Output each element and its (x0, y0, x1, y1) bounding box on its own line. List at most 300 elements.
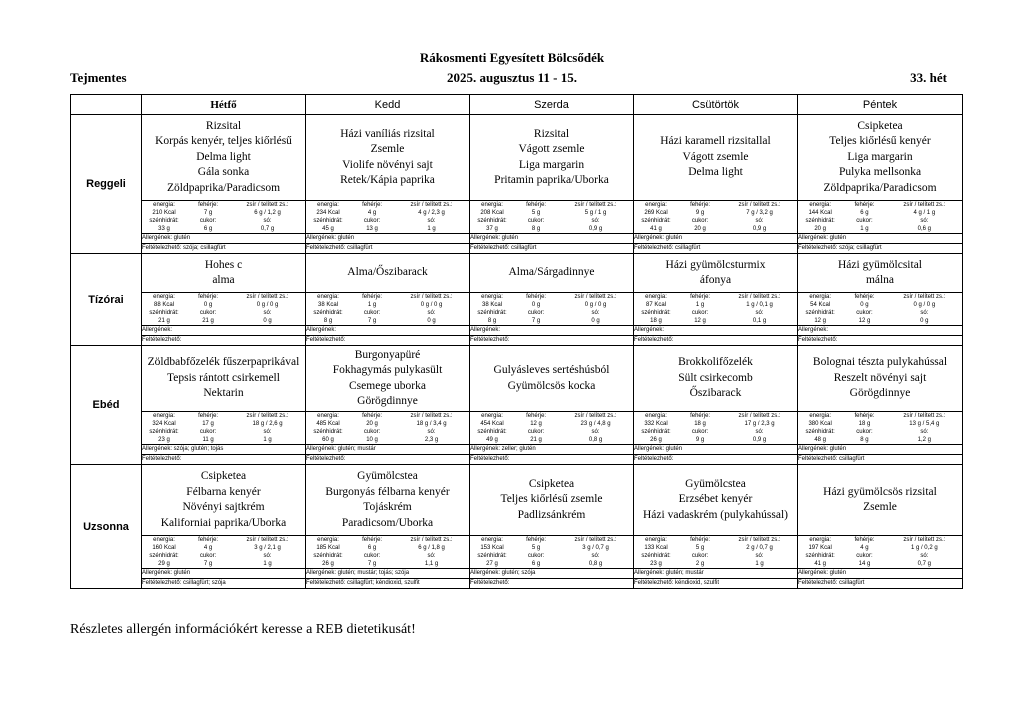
salt-value: 2,3 g (424, 437, 439, 443)
carb-value: 23 g (650, 561, 662, 567)
fat-label: zsír / telített zs.: (410, 413, 453, 419)
fat-label: zsír / telített zs.: (410, 294, 453, 300)
carb-value: 48 g (814, 437, 826, 443)
carb-label: szénhidrát: (313, 553, 343, 559)
carb-label: szénhidrát: (477, 429, 507, 435)
dish-cell (470, 254, 634, 293)
nutrition-grid (142, 536, 305, 568)
fat-value: 13 g / 5,4 g (909, 421, 940, 427)
dish-item: Brokkolifőzelék (678, 356, 753, 369)
energy-label: energia: (481, 294, 503, 300)
allergen-row (71, 445, 963, 455)
dish-item: Liga margarin (847, 150, 913, 163)
nutrition-cell (142, 293, 306, 326)
sugar-label: cukor: (856, 218, 873, 224)
dish-item: Retek/Kápia paprika (340, 174, 435, 186)
nutrition-grid (142, 412, 305, 444)
protein-value: 5 g (531, 210, 541, 216)
sugar-value: 12 g (694, 318, 706, 324)
trace-cell: Feltételezhető: csillagfürt; kéndioxid, szulfit (306, 579, 470, 589)
protein-label: fehérje: (198, 537, 219, 543)
dish-item: Házi vaníliás rizsital (340, 127, 435, 140)
nutrition-cell (306, 201, 470, 234)
sugar-label: cukor: (363, 553, 381, 559)
nutrition-cell (798, 293, 963, 326)
nutrition-cell (470, 536, 634, 569)
protein-value: 4 g (203, 545, 213, 551)
allergen-cell: Allergének: glutén; mustár (634, 569, 798, 579)
protein-label: fehérje: (690, 413, 711, 419)
meal-dish-row (71, 465, 963, 536)
fat-label: zsír / telített zs.: (246, 294, 289, 300)
salt-label: só: (263, 218, 272, 224)
nutrition-cell (798, 412, 963, 445)
nutrition-grid (798, 412, 962, 444)
salt-value: 0,1 g (752, 318, 767, 324)
salt-value: 0 g (263, 318, 272, 324)
energy-label: energia: (645, 294, 667, 300)
energy-label: energia: (317, 202, 339, 208)
energy-value: 210 Kcal (152, 210, 176, 216)
dish-item: Zsemle (370, 143, 405, 155)
trace-cell: Feltételezhető: csillagfürt (634, 244, 798, 254)
nutrition-cell (470, 412, 634, 445)
energy-label: energia: (317, 294, 339, 300)
sugar-label: cukor: (199, 429, 217, 435)
carb-value: 8 g (487, 318, 497, 324)
dish-cell (634, 254, 798, 293)
dish-item: Házi gyümölcsturmix (665, 258, 766, 271)
salt-value: 0 g (427, 318, 436, 324)
trace-cell: Feltételezhető: (306, 336, 470, 346)
energy-label: energia: (153, 202, 175, 208)
day-header-row (71, 95, 963, 115)
salt-label: só: (920, 310, 929, 316)
protein-label: fehérje: (198, 413, 219, 419)
protein-value: 6 g (860, 210, 869, 216)
energy-value: 234 Kcal (316, 210, 340, 216)
dish-item: Sült csirkecomb (678, 371, 753, 384)
nutrition-cell (306, 536, 470, 569)
carb-value: 41 g (650, 226, 662, 232)
carb-label: szénhidrát: (641, 429, 671, 435)
nutrition-cell (634, 412, 798, 445)
carb-label: szénhidrát: (149, 218, 179, 224)
fat-value: 3 g / 2,1 g (254, 545, 281, 551)
sugar-label: cukor: (527, 310, 545, 316)
sugar-label: cukor: (527, 218, 545, 224)
salt-label: só: (755, 218, 764, 224)
protein-value: 5 g (531, 545, 541, 551)
energy-value: 160 Kcal (152, 545, 176, 551)
dish-item: Erzsébet kenyér (678, 493, 753, 506)
sugar-label: cukor: (691, 310, 709, 316)
dish-item: Csipketea (528, 477, 575, 490)
nutrition-grid (142, 201, 305, 233)
sugar-label: cukor: (363, 310, 381, 316)
trace-cell: Feltételezhető: (306, 455, 470, 465)
dish-item: Vágott zsemle (518, 143, 585, 155)
dish-item: Nektarin (203, 387, 244, 400)
fat-value: 18 g / 3,4 g (416, 421, 447, 427)
carb-label: szénhidrát: (313, 218, 343, 224)
fat-label: zsír / telített zs.: (903, 202, 946, 208)
meal-name: Reggeli (71, 115, 142, 254)
dish-item: Gulyásleves sertéshúsból (493, 364, 610, 376)
document-title: Rákosmenti Egyesített Bölcsődék (419, 50, 605, 65)
salt-value: 0,6 g (917, 226, 931, 232)
trace-cell: Feltételezhető: (798, 336, 963, 346)
dish-cell (306, 346, 470, 412)
nutrition-cell (634, 293, 798, 326)
salt-label: só: (755, 553, 764, 559)
dish-item: Liga margarin (518, 158, 585, 171)
menu-table (70, 94, 963, 589)
energy-label: energia: (481, 202, 503, 208)
sugar-value: 6 g (531, 561, 541, 567)
trace-cell: Feltételezhető: (634, 455, 798, 465)
fat-value: 1 g / 0,1 g (746, 302, 773, 308)
protein-label: fehérje: (362, 294, 383, 300)
sugar-label: cukor: (199, 310, 217, 316)
sugar-value: 9 g (695, 437, 705, 443)
meal-dish-row (71, 346, 963, 412)
salt-value: 0,8 g (588, 437, 603, 443)
sugar-value: 12 g (858, 318, 871, 324)
fat-label: zsír / telített zs.: (738, 202, 781, 208)
carb-label: szénhidrát: (805, 218, 835, 224)
fat-label: zsír / telített zs.: (903, 294, 946, 300)
protein-label: fehérje: (526, 294, 547, 300)
salt-label: só: (263, 429, 272, 435)
dish-item: alma (212, 274, 235, 286)
energy-label: energia: (809, 202, 831, 208)
dish-item: Hohes c (204, 258, 243, 271)
allergen-cell: Allergének: glutén (470, 234, 634, 244)
salt-label: só: (920, 429, 929, 435)
trace-cell: Feltételezhető: csillagfürt (306, 244, 470, 254)
carb-value: 33 g (158, 226, 170, 232)
salt-value: 0,7 g (917, 561, 931, 567)
nutrition-grid (634, 293, 797, 325)
nutrition-grid (634, 536, 797, 568)
carb-value: 12 g (814, 318, 826, 324)
dish-item: Zöldpaprika/Paradicsom (823, 181, 937, 194)
fat-label: zsír / telített zs.: (738, 294, 781, 300)
fat-value: 2 g / 0,7 g (746, 545, 773, 551)
energy-value: 208 Kcal (480, 210, 504, 216)
carb-value: 26 g (650, 437, 662, 443)
energy-value: 87 Kcal (646, 302, 667, 308)
dish-item: Bolognai tészta pulykahússal (812, 356, 948, 369)
dish-item: Tepsis rántott csirkemell (167, 371, 280, 384)
fat-value: 0 g / 0 g (913, 302, 936, 308)
allergen-cell: Allergének: glutén (634, 445, 798, 455)
protein-value: 18 g (694, 421, 706, 427)
day-header: Szerda (470, 95, 634, 115)
salt-value: 0 g (920, 318, 929, 324)
protein-value: 1 g (695, 302, 705, 308)
sugar-label: cukor: (527, 429, 545, 435)
sugar-label: cukor: (691, 218, 709, 224)
dish-item: Alma/Sárgadinnye (508, 266, 595, 279)
sugar-value: 7 g (531, 318, 541, 324)
nutrition-grid (306, 536, 469, 568)
sugar-label: cukor: (527, 553, 545, 559)
energy-label: energia: (153, 294, 175, 300)
dish-item: Pritamin paprika/Uborka (494, 174, 609, 186)
allergen-cell: Allergének: glutén; mustár (306, 445, 470, 455)
dish-item: Delma light (688, 166, 743, 179)
nutrition-cell (306, 293, 470, 326)
trace-cell: Feltételezhető: (470, 336, 634, 346)
dish-cell (306, 465, 470, 536)
dish-cell (634, 346, 798, 412)
nutrition-row (71, 293, 963, 326)
energy-value: 133 Kcal (644, 545, 668, 551)
nutrition-grid (470, 412, 633, 444)
dish-cell (798, 115, 963, 201)
fat-value: 18 g / 2,6 g (252, 421, 283, 427)
sugar-value: 14 g (858, 561, 871, 567)
fat-value: 0 g / 0 g (420, 302, 443, 308)
protein-label: fehérje: (198, 294, 219, 300)
nutrition-grid (634, 412, 797, 444)
trace-cell: Feltételezhető: kéndioxid, szulfit (634, 579, 798, 589)
sugar-value: 2 g (695, 561, 705, 567)
nutrition-cell (470, 201, 634, 234)
sugar-value: 11 g (202, 437, 214, 443)
energy-value: 269 Kcal (644, 210, 668, 216)
energy-label: energia: (809, 537, 831, 543)
protein-label: fehérje: (690, 294, 711, 300)
sugar-value: 6 g (203, 226, 213, 232)
protein-value: 12 g (530, 421, 542, 427)
dish-item: Házi karamell rizsitallal (660, 135, 771, 148)
carb-label: szénhidrát: (805, 553, 835, 559)
salt-value: 1,1 g (424, 561, 439, 567)
footer-note: Részletes allergén információkért keresse a REB dietetikusát! (70, 622, 416, 637)
allergen-cell: Allergének: glutén (634, 234, 798, 244)
dish-item: Tojáskrém (363, 501, 412, 513)
dish-item: Házi gyümölcsital (838, 258, 922, 271)
protein-value: 1 g (367, 302, 377, 308)
nutrition-cell (798, 201, 963, 234)
energy-value: 38 Kcal (482, 302, 503, 308)
day-header: Kedd (306, 95, 470, 115)
fat-value: 5 g / 1 g (584, 210, 607, 216)
dish-item: Teljes kiőrlésű kenyér (829, 135, 931, 148)
trace-cell: Feltételezhető: csillagfürt (470, 244, 634, 254)
salt-label: só: (920, 218, 929, 224)
allergen-cell: Allergének: (306, 326, 470, 336)
dish-item: Alma/Őszibarack (347, 266, 428, 279)
carb-label: szénhidrát: (805, 429, 835, 435)
energy-label: energia: (153, 537, 175, 543)
dish-item: Reszelt növényi sajt (833, 371, 927, 384)
trace-cell: Feltételezhető: (634, 336, 798, 346)
sugar-label: cukor: (199, 553, 217, 559)
trace-cell: Feltételezhető: csillagfürt (798, 579, 963, 589)
dish-item: Zöldpaprika/Paradicsom (166, 181, 281, 194)
protein-label: fehérje: (690, 537, 711, 543)
dish-item: Gyümölcstea (357, 470, 418, 482)
salt-label: só: (263, 553, 272, 559)
fat-value: 4 g / 2,3 g (418, 210, 445, 216)
energy-value: 380 Kcal (808, 421, 832, 427)
nutrition-grid (142, 293, 305, 325)
dish-item: Fokhagymás pulykasült (332, 364, 443, 376)
sugar-label: cukor: (363, 218, 381, 224)
allergen-cell: Allergének: (470, 326, 634, 336)
sugar-value: 8 g (531, 226, 541, 232)
fat-value: 1 g / 0,2 g (910, 545, 938, 551)
allergen-cell: Allergének: glutén (142, 234, 306, 244)
nutrition-cell (142, 412, 306, 445)
fat-value: 3 g / 0,7 g (582, 545, 609, 551)
salt-value: 1,2 g (917, 437, 931, 443)
salt-label: só: (591, 218, 600, 224)
energy-label: energia: (153, 413, 175, 419)
dish-item: Burgonyapüré (354, 348, 421, 361)
trace-cell: Feltételezhető: szója; csillagfürt (142, 244, 306, 254)
energy-value: 54 Kcal (810, 302, 831, 308)
nutrition-grid (798, 293, 962, 325)
allergen-cell: Allergének: szója; glutén; tojás (142, 445, 306, 455)
dish-cell (470, 115, 634, 201)
dish-item: Csipketea (857, 119, 903, 132)
trace-cell: Feltételezhető: (470, 579, 634, 589)
energy-value: 88 Kcal (154, 302, 175, 308)
dish-cell (306, 115, 470, 201)
nutrition-grid (470, 536, 633, 568)
salt-label: só: (920, 553, 929, 559)
salt-value: 1 g (755, 561, 764, 567)
date-range: 2025. augusztus 11 - 15. (446, 70, 578, 85)
allergen-cell: Allergének: glutén; mustár; tojás; szója (306, 569, 470, 579)
energy-value: 197 Kcal (808, 545, 832, 551)
protein-label: fehérje: (526, 537, 547, 543)
salt-value: 1 g (427, 226, 436, 232)
allergen-cell: Allergének: glutén; szója (470, 569, 634, 579)
protein-label: fehérje: (198, 202, 219, 208)
protein-value: 17 g (202, 421, 214, 427)
trace-cell: Feltételezhető: (142, 336, 306, 346)
dish-cell (798, 465, 963, 536)
day-header: Péntek (798, 95, 963, 115)
fat-value: 6 g / 1,8 g (418, 545, 445, 551)
protein-label: fehérje: (854, 294, 875, 300)
fat-label: zsír / telített zs.: (246, 413, 289, 419)
energy-value: 144 Kcal (808, 210, 832, 216)
dish-item: Csipketea (200, 470, 247, 482)
carb-label: szénhidrát: (641, 310, 671, 316)
dish-cell (142, 115, 306, 201)
protein-label: fehérje: (854, 537, 875, 543)
salt-value: 1 g (263, 437, 272, 443)
carb-value: 41 g (814, 561, 826, 567)
fat-label: zsír / telített zs.: (574, 202, 617, 208)
nutrition-grid (306, 201, 469, 233)
dish-item: Padlizsánkrém (517, 508, 586, 521)
salt-value: 0,9 g (588, 226, 603, 232)
sugar-label: cukor: (856, 429, 873, 435)
salt-label: só: (427, 310, 436, 316)
protein-label: fehérje: (854, 202, 875, 208)
salt-label: só: (591, 310, 600, 316)
dish-item: Teljes kiőrlésű zsemle (500, 493, 603, 506)
sugar-value: 13 g (366, 226, 378, 232)
sugar-value: 7 g (203, 561, 213, 567)
energy-label: energia: (809, 413, 831, 419)
dish-item: Gyümölcstea (685, 477, 746, 490)
allergen-cell: Allergének: (798, 326, 963, 336)
nutrition-row (71, 536, 963, 569)
salt-label: só: (591, 553, 600, 559)
dish-item: Görögdinnye (357, 395, 418, 407)
dish-item: Zsemle (863, 501, 897, 513)
nutrition-grid (306, 412, 469, 444)
energy-value: 454 Kcal (480, 421, 504, 427)
dish-item: Növényi sajtkrém (182, 501, 265, 513)
salt-label: só: (263, 310, 272, 316)
corner-cell (71, 95, 142, 115)
sugar-value: 8 g (860, 437, 869, 443)
dish-item: Görögdinnye (849, 387, 911, 400)
carb-label: szénhidrát: (477, 553, 507, 559)
nutrition-grid (470, 201, 633, 233)
salt-label: só: (427, 218, 436, 224)
nutrition-cell (142, 201, 306, 234)
salt-value: 0,9 g (752, 437, 767, 443)
trace-cell: Feltételezhető: (470, 455, 634, 465)
allergen-cell: Allergének: glutén (798, 569, 963, 579)
fat-label: zsír / telített zs.: (738, 537, 781, 543)
dish-cell (142, 346, 306, 412)
nutrition-row (71, 201, 963, 234)
meal-dish-row (71, 254, 963, 293)
protein-label: fehérje: (854, 413, 875, 419)
dish-item: Félbarna kenyér (186, 485, 261, 498)
salt-value: 0,8 g (588, 561, 603, 567)
sugar-value: 7 g (367, 318, 377, 324)
fat-label: zsír / telített zs.: (574, 294, 617, 300)
energy-value: 38 Kcal (318, 302, 339, 308)
dish-item: Burgonyás félbarna kenyér (325, 485, 450, 498)
dish-cell (634, 115, 798, 201)
trace-row (71, 336, 963, 346)
salt-label: só: (755, 429, 764, 435)
protein-value: 4 g (860, 545, 869, 551)
trace-row (71, 579, 963, 589)
nutrition-cell (634, 201, 798, 234)
energy-label: energia: (317, 537, 339, 543)
meal-name: Ebéd (71, 346, 142, 465)
sugar-label: cukor: (856, 310, 873, 316)
nutrition-grid (798, 201, 962, 233)
sugar-label: cukor: (199, 218, 217, 224)
trace-row (71, 244, 963, 254)
dish-cell (142, 254, 306, 293)
trace-cell: Feltételezhető: (142, 455, 306, 465)
protein-value: 7 g (203, 210, 213, 216)
nutrition-row (71, 412, 963, 445)
carb-value: 18 g (650, 318, 662, 324)
meal-name: Uzsonna (71, 465, 142, 589)
trace-cell: Feltételezhető: szója; csillagfürt (798, 244, 963, 254)
sugar-value: 21 g (530, 437, 542, 443)
nutrition-cell (798, 536, 963, 569)
